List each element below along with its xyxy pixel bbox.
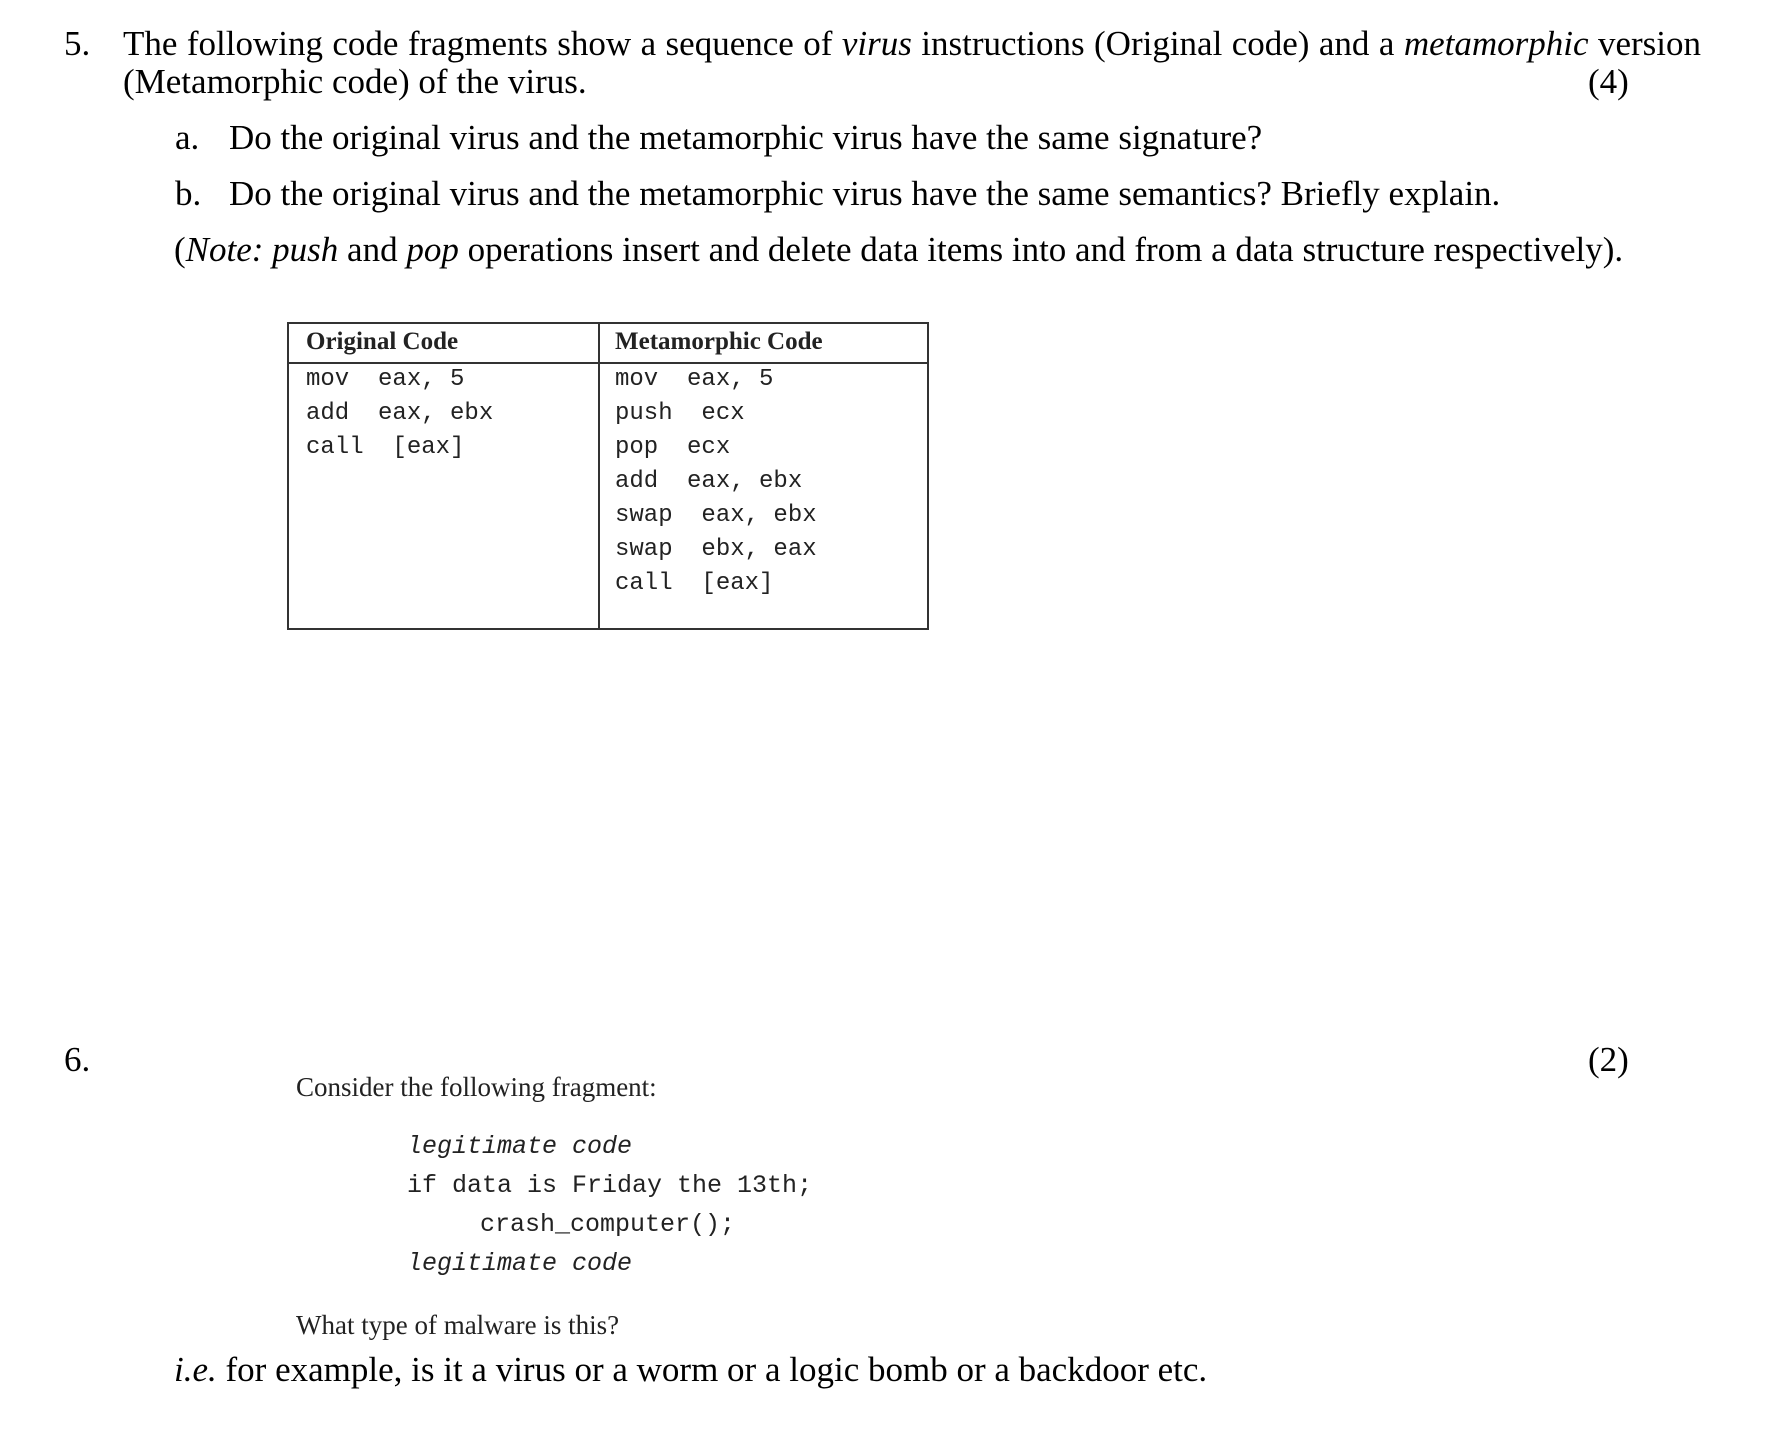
q5-b-text: Do the original virus and the metamorphic virus have the same semantics? Briefly explain. bbox=[229, 174, 1501, 213]
q5-note bbox=[174, 230, 1623, 270]
original-code-header: Original Code bbox=[306, 328, 459, 355]
q6-hint bbox=[174, 1350, 1207, 1390]
q5-b-label: b. bbox=[175, 174, 202, 213]
q5-line2: (Metamorphic code) of the virus. bbox=[123, 62, 587, 101]
note-push: Note: push bbox=[185, 230, 339, 269]
code-table bbox=[287, 322, 929, 630]
q5-a-label: a. bbox=[175, 118, 200, 157]
metamorphic-line-3: pop ecx bbox=[615, 434, 731, 461]
q5-line1-metamorphic: metamorphic bbox=[1403, 24, 1589, 63]
q6-code-line-1: legitimate code bbox=[407, 1132, 633, 1161]
note-open: ( bbox=[174, 230, 186, 269]
metamorphic-line-6: swap ebx, eax bbox=[615, 536, 817, 563]
original-line-1: mov eax, 5 bbox=[306, 366, 465, 393]
note-rest: operations insert and delete data items into and from a data structure respectively). bbox=[458, 230, 1624, 269]
metamorphic-line-1: mov eax, 5 bbox=[615, 366, 774, 393]
q5-line1-part3: instructions (Original code) and a bbox=[911, 24, 1404, 63]
metamorphic-line-2: push ecx bbox=[615, 400, 745, 427]
q5-a-text: Do the original virus and the metamorphic virus have the same signature? bbox=[229, 118, 1263, 157]
q6-question: What type of malware is this? bbox=[296, 1310, 620, 1340]
table-header-divider bbox=[289, 362, 927, 364]
q6-code-line-2: if data is Friday the 13th; bbox=[407, 1171, 813, 1200]
q6-code-line-4: legitimate code bbox=[407, 1249, 633, 1278]
q5-line1 bbox=[123, 24, 1701, 64]
q5-marks: (4) bbox=[1588, 62, 1629, 101]
q6-code-line-3: crash_computer(); bbox=[480, 1210, 736, 1239]
q6-intro: Consider the following fragment: bbox=[296, 1072, 657, 1102]
q5-line1-part5: version bbox=[1588, 24, 1701, 63]
table-column-divider bbox=[598, 324, 600, 628]
note-pop: pop bbox=[406, 230, 459, 269]
q6-marks: (2) bbox=[1588, 1040, 1629, 1079]
metamorphic-line-5: swap eax, ebx bbox=[615, 502, 817, 529]
original-line-2: add eax, ebx bbox=[306, 400, 494, 427]
q6-number: 6. bbox=[64, 1040, 91, 1079]
q6-hint-rest: for example, is it a virus or a worm or a logic bomb or a backdoor etc. bbox=[216, 1350, 1208, 1389]
q5-number: 5. bbox=[64, 24, 91, 63]
q5-line1-part1: The following code fragments show a sequence of bbox=[123, 24, 842, 63]
note-and: and bbox=[338, 230, 407, 269]
q6-hint-ie: i.e. bbox=[174, 1350, 217, 1389]
metamorphic-code-header: Metamorphic Code bbox=[615, 328, 823, 355]
metamorphic-line-4: add eax, ebx bbox=[615, 468, 803, 495]
metamorphic-line-7: call [eax] bbox=[615, 570, 774, 597]
original-line-3: call [eax] bbox=[306, 434, 465, 461]
q5-line1-virus: virus bbox=[841, 24, 912, 63]
